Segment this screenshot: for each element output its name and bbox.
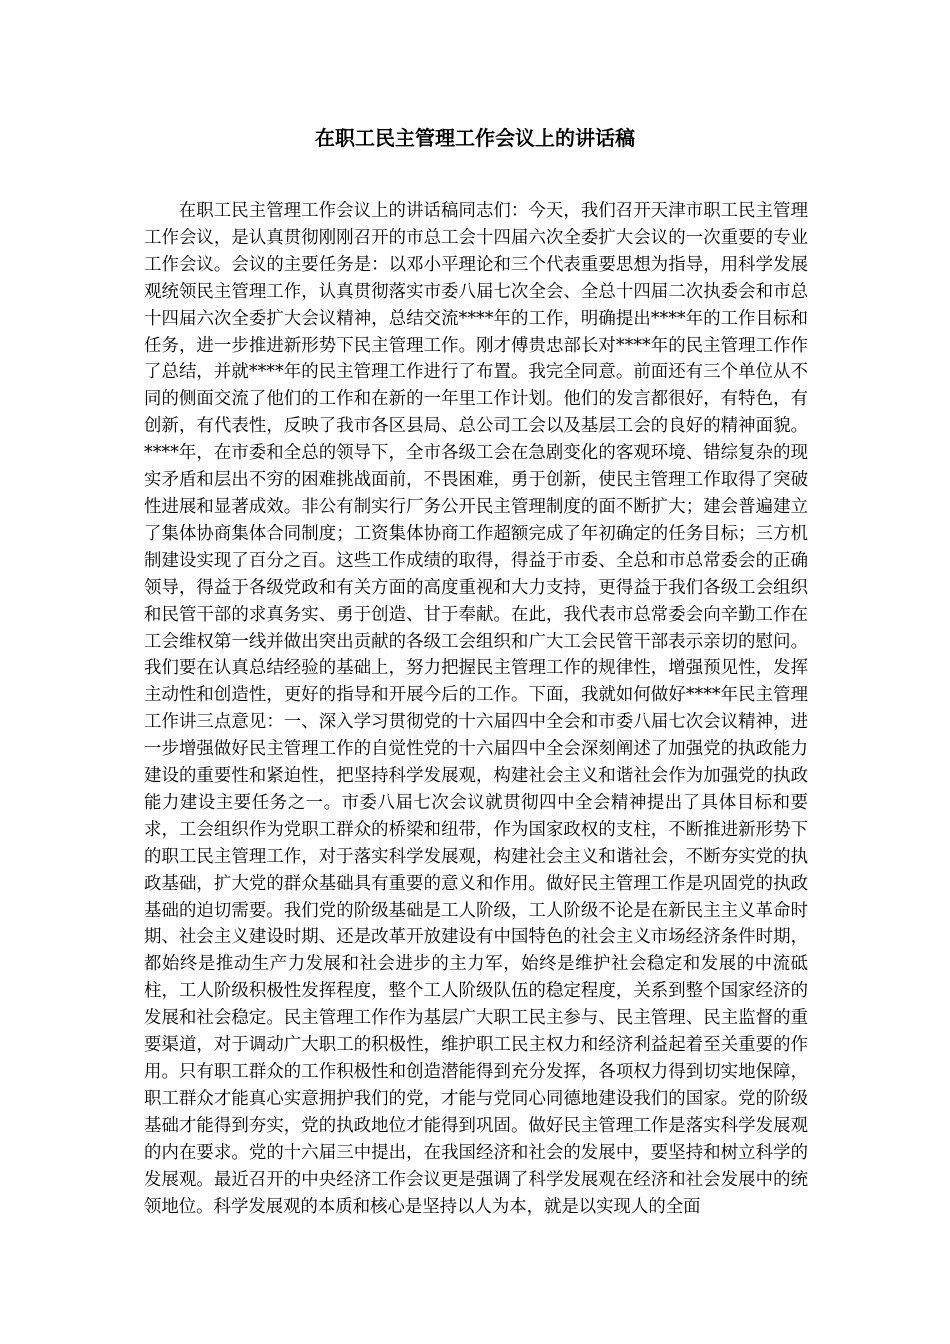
document-body-paragraph: 在职工民主管理工作会议上的讲话稿同志们：今天，我们召开天津市职工民主管理工作会议，是认真贯彻刚刚召开的市总工会十四届六次全委扩大会议的一次重要的专业工作会议。会议的主要任务是：以邓小平理论和三个代表重要思想为指导，用科学发展观统领民主管理工作，认真贯彻落实市委八届七次全会、全总十四届二次执委会和市总十四届六次全委扩大会议精神，总结交流****年的工作，明确提出****年的工作目标和任务，进一步推进新形势下民主管理工作。刚才傅贵忠部长对****年的民主管理工作作了总结，并就****年的民主管理工作进行了布置。我完全同意。前面还有三个单位从不同的侧面交流了他们的工作和在新的一年里工作计划。他们的发言都很好，有特色，有创新，有代表性，反映了我市各区县局、总公司工会以及基层工会的良好的精神面貌。****年，在市委和全总的领导下，全市各级工会在急剧变化的客观环境、错综复杂的现实矛盾和层出不穷的困难挑战面前，不畏困难，勇于创新，使民主管理工作取得了突破性进展和显著成效。非公有制实行厂务公开民主管理制度的面不断扩大；建会普遍建立了集体协商集体合同制度；工资集体协商工作超额完成了年初确定的任务目标；三方机制建设实现了百分之百。这些工作成绩的取得，得益于市委、全总和市总常委会的正确领导，得益于各级党政和有关方面的高度重视和大力支持，更得益于我们各级工会组织和民管干部的求真务实、勇于创造、甘于奉献。在此，我代表市总常委会向辛勤工作在工会维权第一线并做出突出贡献的各级工会组织和广大工会民管干部表示亲切的慰问。我们要在认真总结经验的基础上，努力把握民主管理工作的规律性，增强预见性，发挥主动性和创造性，更好的指导和开展今后的工作。下面，我就如何做好****年民主管理工作讲三点意见：一、深入学习贯彻党的十六届四中全会和市委八届七次会议精神，进一步增强做好民主管理工作的自觉性党的十六届四中全会深刻阐述了加强党的执政能力建设的重要性和紧迫性，把坚持科学发展观，构建社会主义和谐社会作为加强党的执政能力建设主要任务之一。市委八届七次会议就贯彻四中全会精神提出了具体目标和要求，工会组织作为党职工群众的桥梁和纽带，作为国家政权的支柱，不断推进新形势下的职工民主管理工作，对于落实科学发展观，构建社会主义和谐社会，不断夯实党的执政基础，扩大党的群众基础具有重要的意义和作用。做好民主管理工作是巩固党的执政基础的迫切需要。我们党的阶级基础是工人阶级，工人阶级不论是在新民主主义革命时期、社会主义建设时期、还是改革开放建设有中国特色的社会主义市场经济条件时期，都始终是推动生产力发展和社会进步的主力军，始终是维护社会稳定和发展的中流砥柱，工人阶级积极性发挥程度，整个工人阶级队伍的稳定程度，关系到整个国家经济的发展和社会稳定。民主管理工作作为基层广大职工民主参与、民主管理、民主监督的重要渠道，对于调动广大职工的积极性，维护职工民主权力和经济利益起着至关重要的作用。只有职工群众的工作积极性和创造潜能得到充分发挥，各项权力得到切实地保障，职工群众才能真心实意拥护我们的党，才能与党同心同德地建设我们的国家。党的阶级基础才能得到夯实，党的执政地位才能得到巩固。做好民主管理工作是落实科学发展观的内在要求。党的十六届三中提出，在我国经济和社会的发展中，要坚持和树立科学的发展观。最近召开的中央经济工作会议更是强调了科学发展观在经济和社会发展中的统领地位。科学发展观的本质和核心是坚持以人为本，就是以实现人的全面	[144, 201, 808, 1217]
document-title: 在职工民主管理工作会议上的讲话稿	[315, 126, 635, 150]
